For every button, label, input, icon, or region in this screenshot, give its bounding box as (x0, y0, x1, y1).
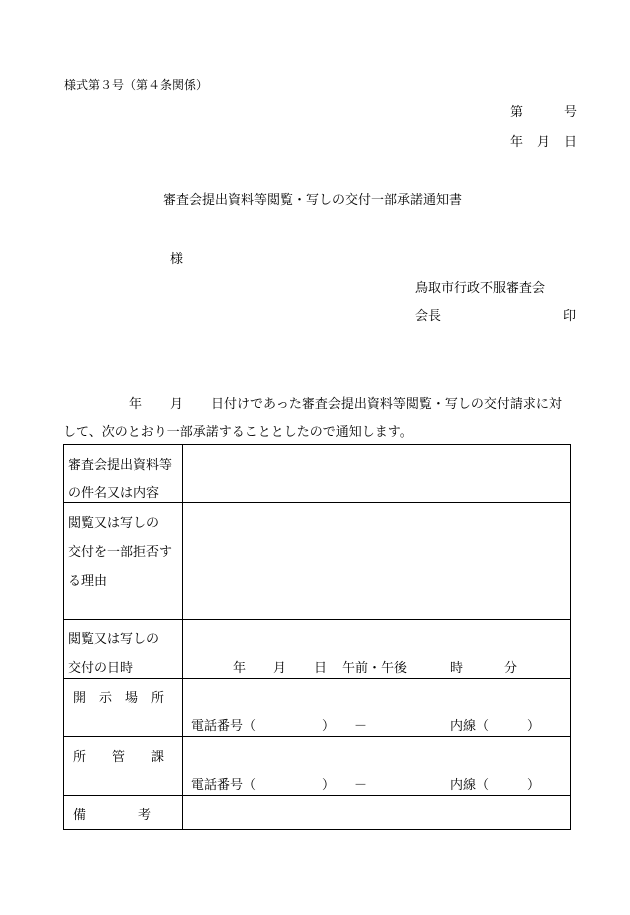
date-year: 年 (510, 135, 524, 150)
row-label-disclosure-datetime: 交付の日時 (68, 661, 134, 676)
row-label-department: 所 管 課 (73, 750, 165, 765)
phone-close-paren: ） (322, 719, 336, 734)
extension-close-paren: ） (527, 778, 541, 793)
row-label-refusal-reason: 閲覧又は写しの (68, 516, 160, 531)
form-number: 様式第３号（第４条関係） (64, 78, 209, 92)
issuer-role: 会長 (415, 309, 442, 324)
addressee-suffix: 様 (170, 252, 184, 267)
body-line2: して、次のとおり一部承諾することとしたので通知します。 (63, 425, 413, 440)
document-title: 審査会提出資料等閲覧・写しの交付一部承諾通知書 (163, 193, 463, 208)
phone-label: 電話番号（ (191, 719, 257, 734)
datetime-month: 月 (273, 661, 287, 676)
date-day: 日 (564, 135, 578, 150)
body-year: 年 (129, 397, 143, 412)
datetime-minute: 分 (504, 661, 518, 676)
table-row-divider (64, 619, 570, 620)
doc-number-prefix: 第 (510, 105, 524, 120)
issuer-organization: 鳥取市行政不服審査会 (415, 281, 546, 296)
phone-close-paren: ） (322, 778, 336, 793)
table-row-divider (64, 502, 570, 503)
datetime-hour: 時 (450, 661, 464, 676)
date-month: 月 (537, 135, 551, 150)
extension-label: 内線（ (450, 719, 490, 734)
datetime-am-pm: 午前・午後 (342, 661, 408, 676)
doc-number-suffix: 号 (564, 105, 578, 120)
extension-close-paren: ） (527, 719, 541, 734)
row-label-remarks: 備 考 (73, 808, 152, 823)
datetime-year: 年 (233, 661, 247, 676)
row-label-disclosure-place: 開 示 場 所 (73, 691, 165, 706)
seal-mark: 印 (563, 309, 577, 324)
table-row-divider (64, 678, 570, 679)
phone-dash: － (354, 719, 368, 734)
row-label-document-subject: の件名又は内容 (68, 486, 160, 501)
phone-label: 電話番号（ (191, 778, 257, 793)
phone-dash: － (354, 778, 368, 793)
extension-label: 内線（ (450, 778, 490, 793)
row-label-document-subject: 審査会提出資料等 (68, 458, 173, 473)
table-row-divider (64, 736, 570, 737)
row-label-refusal-reason: 交付を一部拒否す (68, 545, 173, 560)
body-line1-rest: 日付けであった審査会提出資料等閲覧・写しの交付請求に対 (211, 397, 562, 412)
row-label-refusal-reason: る理由 (68, 574, 108, 589)
table-row-divider (64, 795, 570, 796)
body-month: 月 (170, 397, 184, 412)
row-label-disclosure-datetime: 閲覧又は写しの (68, 632, 160, 647)
notification-table (63, 444, 571, 830)
datetime-day: 日 (314, 661, 328, 676)
